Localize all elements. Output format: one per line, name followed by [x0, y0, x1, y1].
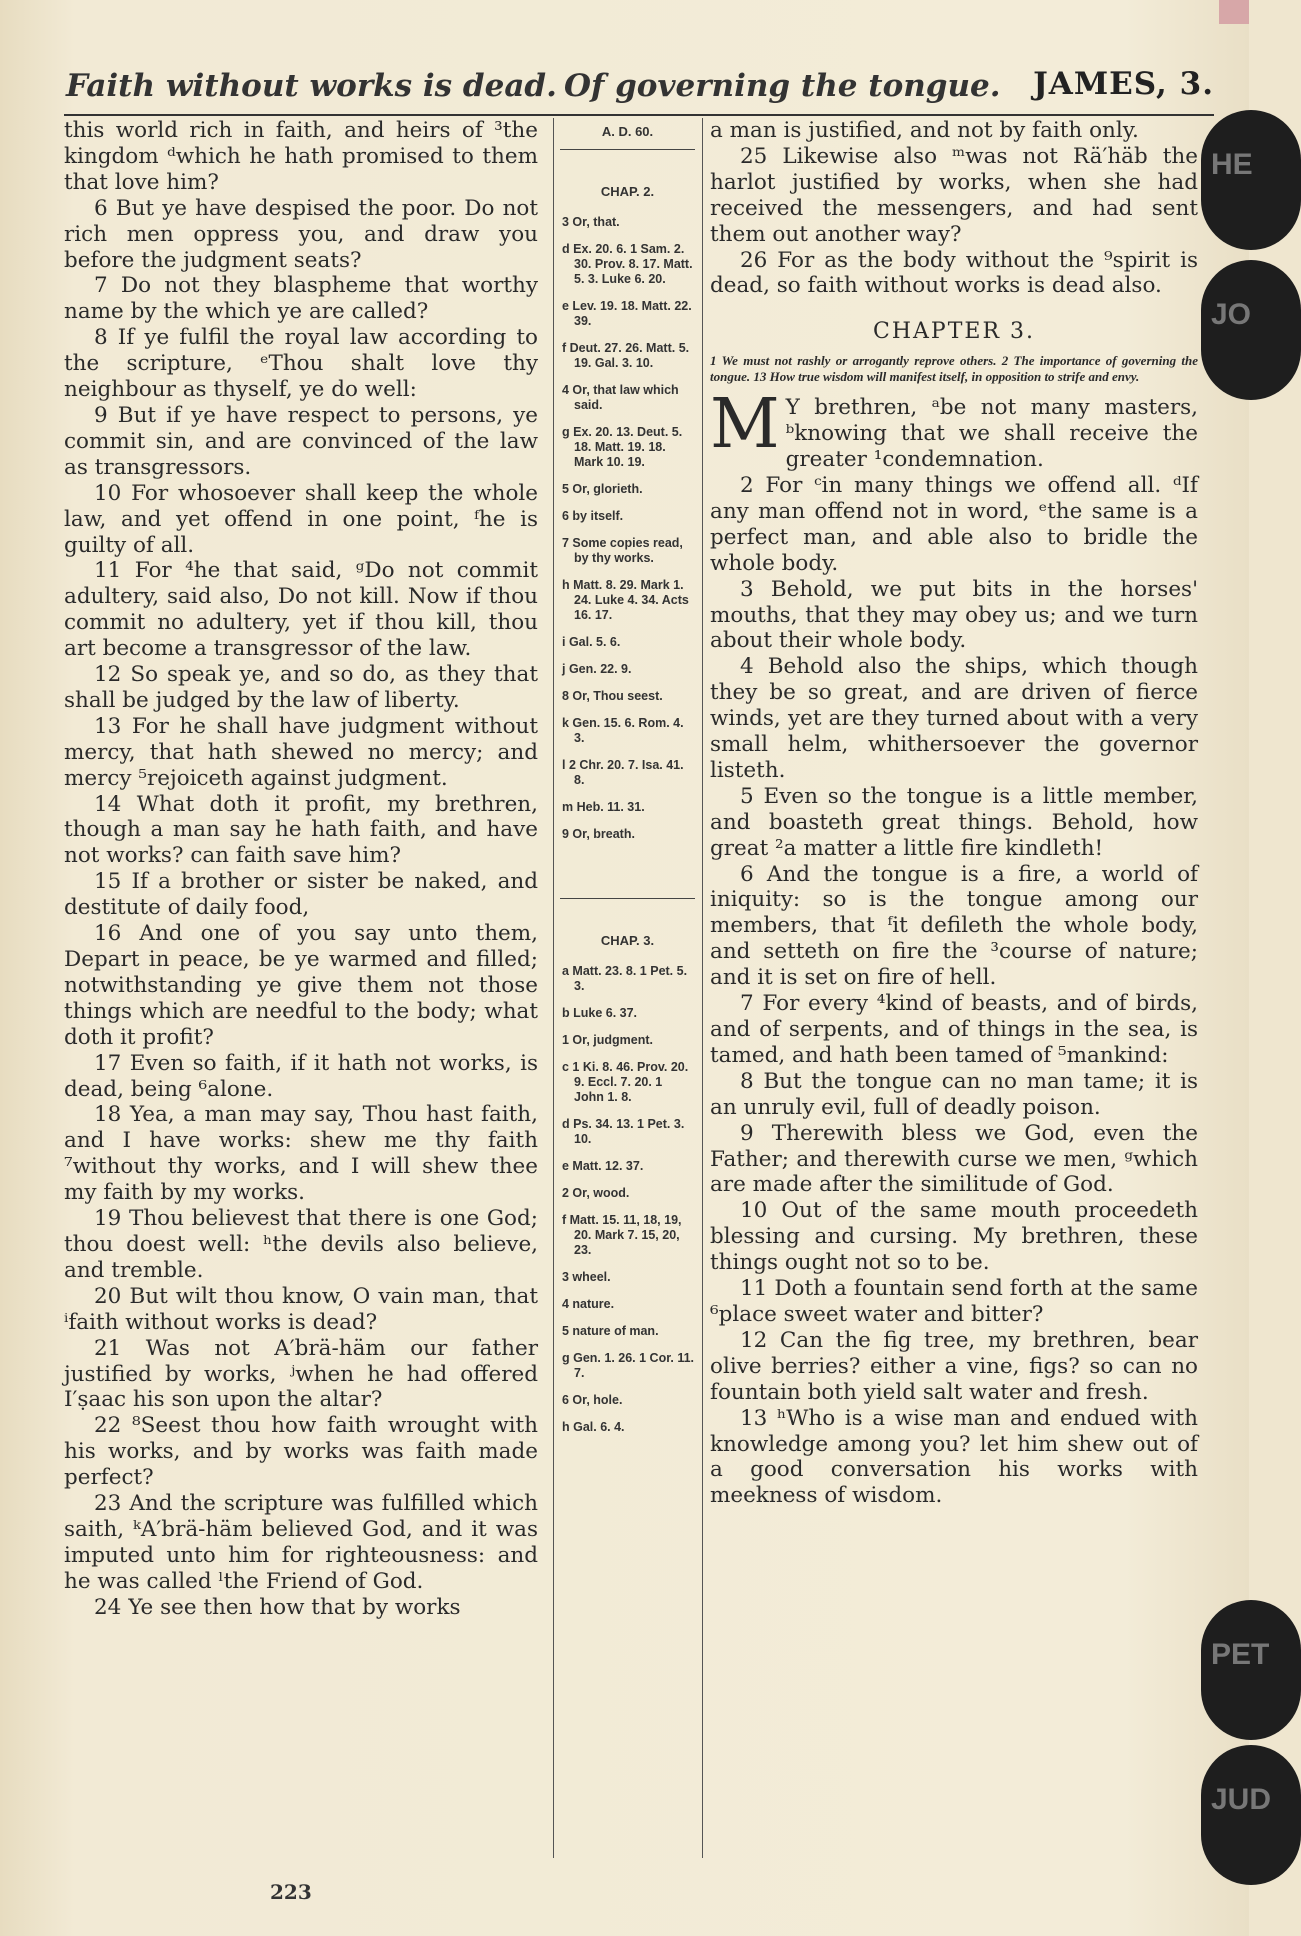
- margin-rule: [560, 149, 695, 150]
- thumb-index-tab-hebrews[interactable]: [1201, 110, 1301, 250]
- verse-text: 11 For ⁴he that said, ᵍDo not commit adultery, said also, Do not kill. Now if thou commit no adultery, yet if thou kill, thou art become a transgressor of the law.: [64, 558, 538, 662]
- header-book-chapter: JAMES, 3.: [1033, 66, 1214, 102]
- cross-reference: k Gen. 15. 6. Rom. 4. 3.: [562, 716, 684, 745]
- verse-text: 11 Doth a fountain send forth at the same ⁶place sweet water and bitter?: [710, 1276, 1198, 1327]
- verse-text: 9 Therewith bless we God, even the Father; and therewith curse we men, ᵍwhich are made after the similitude of God.: [710, 1120, 1198, 1198]
- cross-reference: b Luke 6. 37.: [562, 1006, 638, 1020]
- cross-reference: j Gen. 22. 9.: [562, 662, 632, 676]
- verse-text: 25 Likewise also ᵐwas not Rä′häb the harlot justified by works, when she had received the messengers, and had sent them out another way?: [710, 143, 1198, 247]
- right-text-column: [710, 118, 1198, 1509]
- cross-reference: e Lev. 19. 18. Matt. 22. 39.: [562, 299, 692, 328]
- cross-reference: d Ex. 20. 6. 1 Sam. 2. 30. Prov. 8. 17. Matt. 5. 3. Luke 6. 20.: [562, 242, 693, 286]
- thumb-index-tab-jude[interactable]: [1201, 1745, 1301, 1885]
- verse-text: 10 Out of the same mouth proceedeth blessing and cursing. My brethren, these things ought not so to be.: [710, 1198, 1198, 1276]
- thumb-index-tab-peter[interactable]: [1201, 1600, 1301, 1740]
- cross-reference: d Ps. 34. 13. 1 Pet. 3. 10.: [562, 1117, 685, 1146]
- thumb-index-tab-john[interactable]: [1201, 260, 1301, 400]
- cross-reference: m Heb. 11. 31.: [562, 800, 645, 814]
- verse-text: 23 And the scripture was fulfilled which saith, ᵏA′brä-häm believed God, and it was imputed unto him for righteousness: and he was called ˡthe Friend of God.: [64, 1491, 538, 1594]
- margin-chapter-2-heading: CHAP. 2.: [600, 184, 655, 199]
- cross-reference: h Matt. 8. 29. Mark 1. 24. Luke 4. 34. Acts 16. 17.: [562, 578, 689, 622]
- cross-reference: i Gal. 5. 6.: [562, 635, 621, 649]
- cross-reference: 1 Or, judgment.: [562, 1033, 653, 1047]
- cross-reference: e Matt. 12. 37.: [562, 1159, 644, 1173]
- verse-text: 21 Was not A′brä-häm our father justified by works, ʲwhen he had offered I′ṣaac his son upon the altar?: [64, 1335, 538, 1413]
- cross-reference: 5 Or, glorieth.: [562, 482, 643, 496]
- verse-text: 17 Even so faith, if it hath not works, is dead, being ⁶alone.: [64, 1050, 538, 1102]
- margin-date: A. D. 60.: [601, 124, 654, 139]
- verse-text: 12 Can the fig tree, my brethren, bear olive berries? either a vine, figs? so can no fountain both yield salt water and fresh.: [710, 1327, 1198, 1405]
- verse-text: 26 For as the body without the ⁹spirit is dead, so faith without works is dead also.: [710, 247, 1198, 299]
- cross-reference: 4 nature.: [562, 1297, 615, 1311]
- chapter-first-verse: [710, 385, 1198, 473]
- verse-text: 24 Ye see then how that by works: [94, 1594, 461, 1620]
- cross-reference-margin: [560, 118, 695, 1858]
- verse-text: 18 Yea, a man may say, Thou hast faith, and I have works: shew me thy faith ⁷without thy works, and I will shew thee my faith by my works.: [64, 1102, 538, 1206]
- verse-text: 8 If ye fulfil the royal law according to the scripture, ᵉThou shalt love thy neighbour as thyself, ye do well:: [64, 325, 538, 403]
- verse-text: 7 For every ⁴kind of beasts, and of birds, and of serpents, and of things in the sea, is tamed, and hath been tamed of ⁵mankind:: [710, 991, 1198, 1068]
- running-header: [64, 64, 1214, 116]
- cross-reference: 6 Or, hole.: [562, 1393, 623, 1407]
- chapter-heading: CHAPTER 3.: [873, 319, 1035, 345]
- verse-text: 9 But if ye have respect to persons, ye commit sin, and are convinced of the law as transgressors.: [64, 402, 538, 480]
- verse-text: 16 And one of you say unto them, Depart in peace, be ye warmed and filled; notwithstanding ye give them not those things which are needful to the body; what doth it profit?: [64, 921, 538, 1050]
- verse-text: 5 Even so the tongue is a little member, and boasteth great things. Behold, how great ²a matter a little fire kindleth!: [710, 783, 1198, 861]
- verse-text: 8 But the tongue can no man tame; it is an unruly evil, full of deadly poison.: [710, 1068, 1198, 1120]
- tab-label: JUD: [1211, 1783, 1272, 1816]
- cross-reference: h Gal. 6. 4.: [562, 1420, 625, 1434]
- cross-reference: g Ex. 20. 13. Deut. 5. 18. Matt. 19. 18. Mark 10. 19.: [562, 425, 683, 469]
- cross-reference: c 1 Ki. 8. 46. Prov. 20. 9. Eccl. 7. 20. 1 John 1. 8.: [562, 1060, 689, 1104]
- verse-text: 19 Thou believest that there is one God; thou doest well: ʰthe devils also believe, and tremble.: [64, 1206, 538, 1283]
- verse-text: 3 Behold, we put bits in the horses' mouths, that they may obey us; and we turn about their whole body.: [710, 576, 1198, 654]
- header-left-title: Faith without works is dead.: [66, 68, 557, 104]
- cross-reference: a Matt. 23. 8. 1 Pet. 5. 3.: [562, 964, 688, 993]
- verse-text: 15 If a brother or sister be naked, and destitute of daily food,: [64, 869, 538, 921]
- column-divider-left: [553, 118, 554, 1858]
- verse-text: 6 But ye have despised the poor. Do not rich men oppress you, and draw you before the judgment seats?: [64, 195, 538, 273]
- tab-label: HE: [1211, 148, 1253, 181]
- verse-text: 12 So speak ye, and so do, as they that shall be judged by the law of liberty.: [64, 662, 538, 713]
- drop-cap: M: [710, 385, 780, 465]
- verse-text: 13 ʰWho is a wise man and endued with knowledge among you? let him shew out of a good conversation his works with meekness of wisdom.: [710, 1405, 1198, 1509]
- cross-reference: f Matt. 15. 11, 18, 19, 20. Mark 7. 15, 20, 23.: [562, 1213, 682, 1257]
- verse-text: 10 For whosoever shall keep the whole law, and yet offend in one point, ᶠhe is guilty of all.: [64, 480, 538, 558]
- cross-reference: 6 by itself.: [562, 509, 624, 523]
- margin-rule: [560, 898, 695, 899]
- cross-reference: 8 Or, Thou seest.: [562, 689, 663, 703]
- verse-text: 6 And the tongue is a fire, a world of iniquity: so is the tongue among our members, that ᶠit defileth the whole body, and setteth on fire the ³course of nature; and it is set on fire of hell.: [710, 861, 1198, 991]
- tab-label: JO: [1211, 298, 1252, 331]
- cross-reference: 9 Or, breath.: [562, 827, 635, 841]
- verse-text: 4 Behold also the ships, which though they be so great, and are driven of fierce winds, yet are they turned about with a very small helm, whithersoever the governor listeth.: [710, 654, 1198, 783]
- verse-text: 13 For he shall have judgment without mercy, that hath shewed no mercy; and mercy ⁵rejoiceth against judgment.: [64, 713, 538, 791]
- cross-reference: 4 Or, that law which said.: [562, 383, 679, 412]
- cross-reference: 3 wheel.: [562, 1270, 611, 1284]
- header-middle-title: Of governing the tongue.: [564, 68, 1001, 104]
- verse-text: 22 ⁸Seest thou how faith wrought with his works, and by works was faith made perfect?: [64, 1413, 538, 1491]
- verse-text: 2 For ᶜin many things we offend all. ᵈIf any man offend not in word, ᵉthe same is a perfect man, and able also to bridle the whole body.: [710, 472, 1198, 576]
- cross-reference: l 2 Chr. 20. 7. Isa. 41. 8.: [562, 758, 684, 787]
- cross-reference: g Gen. 1. 26. 1 Cor. 11. 7.: [562, 1351, 695, 1380]
- verse-text: 20 But wilt thou know, O vain man, that ⁱfaith without works is dead?: [64, 1283, 538, 1335]
- chapter-summary: 1 We must not rashly or arrogantly reprove others. 2 The importance of governing the tongue. 13 How true wisdom will manifest itself, in opposition to strife and envy.: [710, 353, 1198, 385]
- verse-text: this world rich in faith, and heirs of ³the kingdom ᵈwhich he hath promised to them that love him?: [64, 118, 538, 195]
- margin-chapter-3-heading: CHAP. 3.: [600, 933, 655, 948]
- cross-reference: 2 Or, wood.: [562, 1186, 630, 1200]
- cross-reference: f Deut. 27. 26. Matt. 5. 19. Gal. 3. 10.: [562, 341, 690, 370]
- cross-reference: 7 Some copies read, by thy works.: [562, 536, 683, 565]
- column-divider-right: [702, 118, 703, 1858]
- page-number: 223: [270, 1880, 312, 1904]
- verse-text: Y brethren, ᵃbe not many masters, ᵇknowing that we shall receive the greater ¹condemnation.: [785, 395, 1198, 473]
- verse-text: a man is justified, and not by faith only.: [710, 118, 1139, 143]
- cross-reference: 5 nature of man.: [562, 1324, 659, 1338]
- verse-text: 7 Do not they blaspheme that worthy name by the which ye are called?: [64, 273, 538, 325]
- page-corner-mark: [1219, 0, 1249, 24]
- verse-text: 14 What doth it profit, my brethren, though a man say he hath faith, and have not works? can faith save him?: [64, 791, 538, 869]
- left-text-column: [64, 118, 538, 1621]
- cross-reference: 3 Or, that.: [562, 215, 620, 229]
- tab-label: PET: [1211, 1638, 1270, 1671]
